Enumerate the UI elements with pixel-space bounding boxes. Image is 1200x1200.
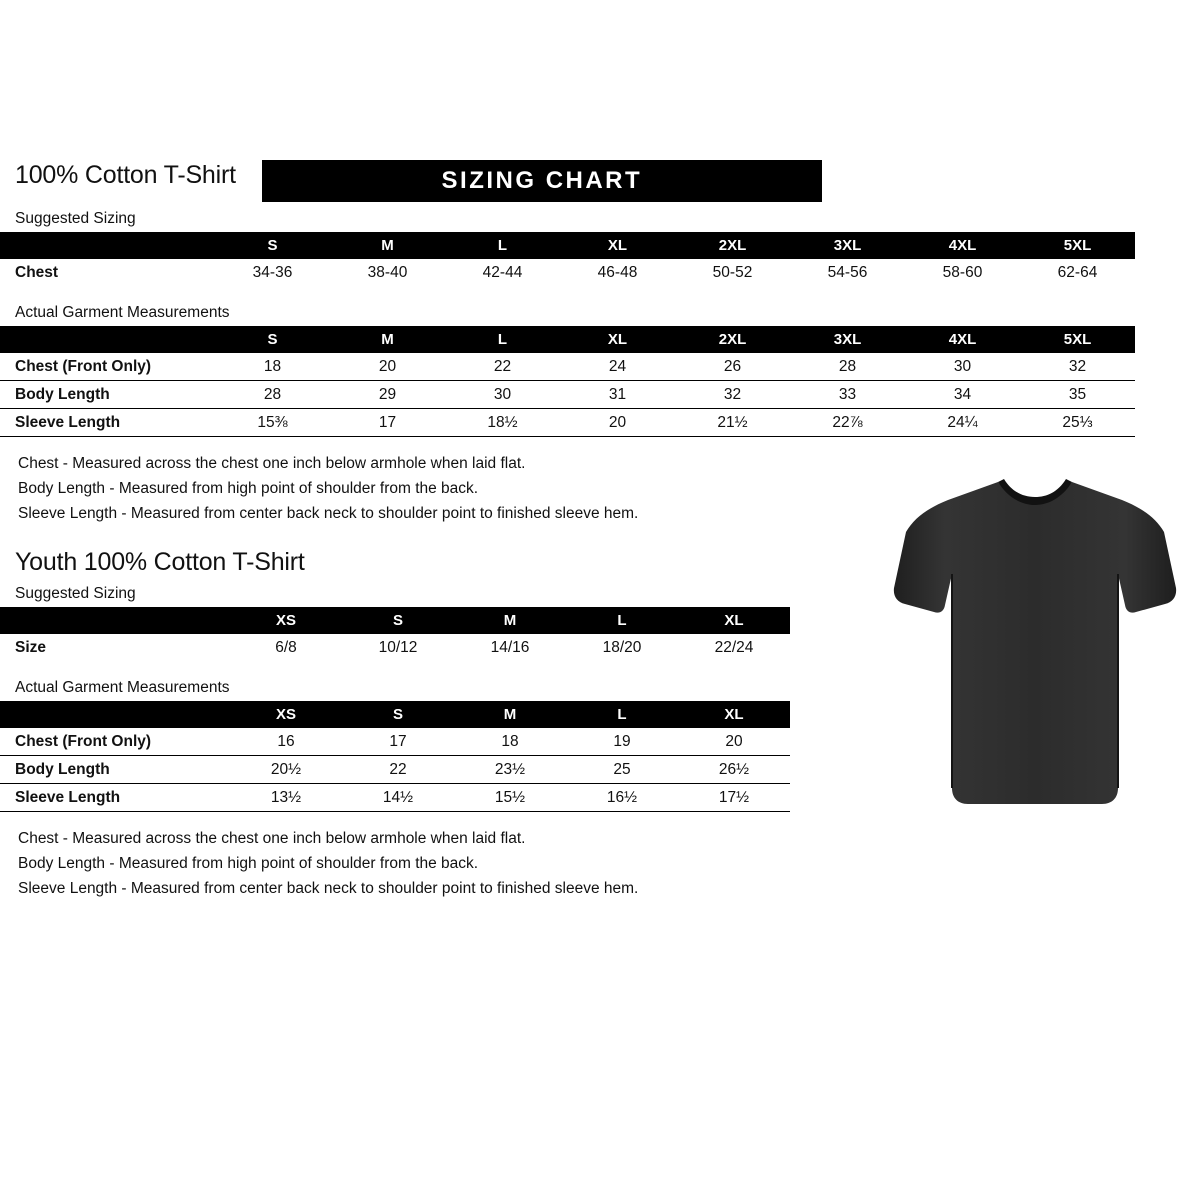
row-value: 35 <box>1020 381 1135 409</box>
header-size: 2XL <box>718 237 747 254</box>
header-size: XS <box>275 706 296 723</box>
table-row <box>0 259 1135 286</box>
youth-suggested-sizing-label: Suggested Sizing <box>15 585 136 602</box>
row-value: 15½ <box>454 784 566 812</box>
row-label: Body Length <box>0 756 230 784</box>
row-value: 21½ <box>675 409 790 437</box>
header-size: L <box>617 612 627 629</box>
row-value: 46-48 <box>597 263 638 281</box>
row-value: 15⅜ <box>215 409 330 437</box>
header-size: L <box>617 706 627 723</box>
row-label: Body Length <box>0 381 215 409</box>
row-value: 23½ <box>454 756 566 784</box>
row-value: 50-52 <box>712 263 753 281</box>
header-size: 4XL <box>948 237 977 254</box>
row-value: 19 <box>566 728 678 756</box>
youth-notes <box>0 826 800 901</box>
header-size: 5XL <box>1063 237 1092 254</box>
row-value: 13½ <box>230 784 342 812</box>
row-value: 17½ <box>678 784 790 812</box>
row-value: 24 <box>560 353 675 381</box>
header-size: 4XL <box>948 331 977 348</box>
row-value: 18/20 <box>602 638 642 656</box>
row-value: 34 <box>905 381 1020 409</box>
row-value: 38-40 <box>367 263 408 281</box>
header-size: M <box>503 612 517 629</box>
row-value: 16 <box>230 728 342 756</box>
adult-suggested-sizing-table <box>0 232 1135 286</box>
note-chest: Chest - Measured across the chest one inch below armhole when laid flat. <box>18 455 526 472</box>
table-header-row <box>0 701 790 728</box>
youth-actual-measurements-table <box>0 701 790 812</box>
table-row <box>0 728 790 756</box>
row-value: 32 <box>675 381 790 409</box>
youth-actual-measurements-label: Actual Garment Measurements <box>15 679 230 696</box>
row-value: 20 <box>330 353 445 381</box>
row-value: 30 <box>905 353 1020 381</box>
row-label: Sleeve Length <box>0 784 230 812</box>
row-value: 22 <box>342 756 454 784</box>
row-label: Sleeve Length <box>0 409 215 437</box>
header-size: XL <box>607 331 628 348</box>
header-size: 5XL <box>1063 331 1092 348</box>
note-sleeve-length: Sleeve Length - Measured from center back neck to shoulder point to finished sleeve hem. <box>18 505 639 522</box>
header-size: S <box>267 237 278 254</box>
row-value: 17 <box>330 409 445 437</box>
header-corner <box>0 232 215 259</box>
row-label: Size <box>15 638 47 656</box>
row-value: 22⅞ <box>790 409 905 437</box>
row-value: 28 <box>215 381 330 409</box>
row-value: 14/16 <box>490 638 530 656</box>
row-value: 14½ <box>342 784 454 812</box>
header-size: XL <box>724 706 744 723</box>
row-value: 28 <box>790 353 905 381</box>
header-corner <box>0 607 230 634</box>
header-size: XS <box>275 612 296 629</box>
header-size: M <box>381 331 394 348</box>
row-value: 20½ <box>230 756 342 784</box>
header-corner <box>0 701 230 728</box>
header-size: XL <box>607 237 628 254</box>
row-value: 54-56 <box>827 263 868 281</box>
page-title: 100% Cotton T-Shirt <box>15 161 236 189</box>
header-corner <box>0 326 215 353</box>
table-row <box>0 381 1135 409</box>
t-shirt-illustration <box>890 470 1180 815</box>
table-header-row <box>0 326 1135 353</box>
header-size: L <box>497 331 508 348</box>
row-label: Chest (Front Only) <box>0 728 230 756</box>
table-row <box>0 634 790 661</box>
row-label: Chest (Front Only) <box>0 353 215 381</box>
youth-title: Youth 100% Cotton T-Shirt <box>15 548 305 576</box>
table-row <box>0 784 790 812</box>
row-value: 16½ <box>566 784 678 812</box>
sizing-chart-banner-label: SIZING CHART <box>441 167 643 194</box>
header-size: S <box>267 331 278 348</box>
t-shirt-svg <box>890 470 1180 815</box>
row-value: 31 <box>560 381 675 409</box>
table-header-row <box>0 232 1135 259</box>
header-size: S <box>392 612 403 629</box>
table-row <box>0 756 790 784</box>
row-value: 33 <box>790 381 905 409</box>
sizing-chart-banner <box>262 160 822 202</box>
adult-suggested-sizing-label: Suggested Sizing <box>15 210 136 227</box>
adult-actual-measurements-label: Actual Garment Measurements <box>15 304 230 321</box>
row-value: 26 <box>675 353 790 381</box>
row-value: 34-36 <box>252 263 293 281</box>
adult-actual-measurements-table <box>0 326 1135 437</box>
header-size: M <box>381 237 394 254</box>
row-value: 20 <box>678 728 790 756</box>
note-chest: Chest - Measured across the chest one inch below armhole when laid flat. <box>18 830 526 847</box>
row-value: 29 <box>330 381 445 409</box>
row-value: 10/12 <box>378 638 418 656</box>
header-size: 3XL <box>833 331 862 348</box>
table-header-row <box>0 607 790 634</box>
note-body-length: Body Length - Measured from high point of shoulder from the back. <box>18 855 479 872</box>
row-value: 26½ <box>678 756 790 784</box>
header-size: XL <box>724 612 744 629</box>
row-value: 58-60 <box>942 263 983 281</box>
header-size: 2XL <box>718 331 747 348</box>
header-size: 3XL <box>833 237 862 254</box>
row-value: 22 <box>445 353 560 381</box>
row-value: 6/8 <box>275 638 297 656</box>
header-size: L <box>497 237 508 254</box>
row-value: 20 <box>560 409 675 437</box>
row-value: 25⅓ <box>1020 409 1135 437</box>
row-value: 32 <box>1020 353 1135 381</box>
adult-title-row <box>0 160 1135 204</box>
row-value: 18 <box>454 728 566 756</box>
note-body-length: Body Length - Measured from high point of shoulder from the back. <box>18 480 479 497</box>
row-value: 22/24 <box>714 638 754 656</box>
header-size: M <box>503 706 517 723</box>
row-value: 17 <box>342 728 454 756</box>
header-size: S <box>392 706 403 723</box>
note-sleeve-length: Sleeve Length - Measured from center back neck to shoulder point to finished sleeve hem. <box>18 880 639 897</box>
row-value: 42-44 <box>482 263 523 281</box>
row-value: 30 <box>445 381 560 409</box>
youth-suggested-sizing-table <box>0 607 790 661</box>
table-row <box>0 409 1135 437</box>
youth-section <box>0 545 800 901</box>
table-row <box>0 353 1135 381</box>
row-value: 25 <box>566 756 678 784</box>
row-value: 18 <box>215 353 330 381</box>
row-value: 62-64 <box>1057 263 1098 281</box>
row-value: 24¼ <box>905 409 1020 437</box>
row-value: 18½ <box>445 409 560 437</box>
row-label: Chest <box>15 263 59 281</box>
